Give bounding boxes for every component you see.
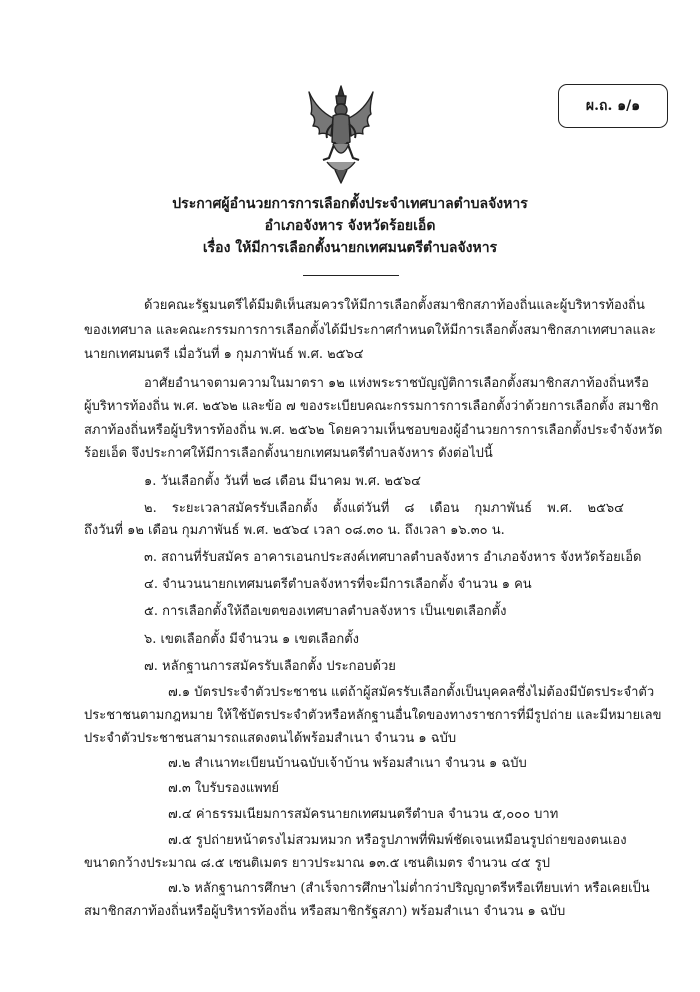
item-6-district-count: ๖. เขตเลือกตั้ง มีจำนวน ๑ เขตเลือกตั้ง: [144, 632, 360, 647]
sub-item-7-5-line-1: ๗.๕ รูปถ่ายหน้าตรงไม่สวมหมวก หรือรูปภาพที่พิมพ์ชัดเจนเหมือนรูปถ่ายของตนเอง: [168, 833, 627, 848]
district-line: อำเภอจังหาร จังหวัดร้อยเอ็ด: [264, 218, 436, 234]
paragraph-2-line-3: สภาท้องถิ่นหรือผู้บริหารท้องถิ่น พ.ศ. ๒๕๖๒ โดยความเห็นชอบของผู้อำนวยการการเลือกตั้งประจำจังหวัด: [84, 423, 663, 438]
sub-item-7-1-line-2: ประชาชนตามกฎหมาย ให้ใช้บัตรประจำตัวหรือหลักฐานอื่นใดของทางราชการที่มีรูปถ่าย และมีหมายเลข: [84, 708, 662, 723]
item-5-electoral-area: ๕. การเลือกตั้งให้ถือเขตของเทศบาลตำบลจังหาร เป็นเขตเลือกตั้ง: [144, 604, 507, 619]
paragraph-1-line-2: ของเทศบาล และคณะกรรมการการเลือกตั้งได้มีประกาศกำหนดให้มีการเลือกตั้งสมาชิกสภาเทศบาลและ: [84, 323, 656, 338]
sub-item-7-1-line-3: ประจำตัวประชาชนสามารถแสดงตนได้พร้อมสำเนา จำนวน ๑ ฉบับ: [84, 731, 457, 746]
item-2-line-1: ๒. ระยะเวลาสมัครรับเลือกตั้ง ตั้งแต่วันที่ ๘ เดือน กุมภาพันธ์ พ.ศ. ๒๕๖๔: [144, 501, 624, 516]
paragraph-1-line-1: ด้วยคณะรัฐมนตรีได้มีมติเห็นสมควรให้มีการเลือกตั้งสมาชิกสภาท้องถิ่นและผู้บริหารท้องถิ่น: [144, 298, 645, 313]
item-7-documents: ๗. หลักฐานการสมัครรับเลือกตั้ง ประกอบด้วย: [144, 659, 396, 674]
subject-line: เรื่อง ให้มีการเลือกตั้งนายกเทศมนตรีตำบลจังหาร: [202, 240, 498, 256]
item-4-mayor-count: ๔. จำนวนนายกเทศมนตรีตำบลจังหารที่จะมีการเลือกตั้ง จำนวน ๑ คน: [144, 577, 532, 592]
announcement-title: ประกาศผู้อำนวยการการเลือกตั้งประจำเทศบาลตำบลจังหาร: [172, 196, 528, 212]
paragraph-1-line-3: นายกเทศมนตรี เมื่อวันที่ ๑ กุมภาพันธ์ พ.ศ. ๒๕๖๔: [84, 347, 364, 362]
paragraph-2-line-2: ผู้บริหารท้องถิ่น พ.ศ. ๒๕๖๒ และข้อ ๗ ของระเบียบคณะกรรมการการเลือกตั้งว่าด้วยการเลือกตั้ง สมาชิก: [84, 399, 659, 414]
document-code: ผ.ถ. ๑/๑: [585, 98, 641, 114]
sub-item-7-4: ๗.๔ ค่าธรรมเนียมการสมัครนายกเทศมนตรีตำบล จำนวน ๕,๐๐๐ บาท: [168, 807, 559, 822]
paragraph-2-line-1: อาศัยอำนาจตามความในมาตรา ๑๒ แห่งพระราชบัญญัติการเลือกตั้งสมาชิกสภาท้องถิ่นหรือ: [144, 376, 649, 391]
item-1-election-date: ๑. วันเลือกตั้ง วันที่ ๒๘ เดือน มีนาคม พ.ศ. ๒๕๖๔: [144, 474, 421, 489]
document-code-box: [558, 84, 668, 128]
sub-item-7-5-line-2: ขนาดกว้างประมาณ ๘.๕ เซนติเมตร ยาวประมาณ ๑๓.๕ เซนติเมตร จำนวน ๔๕ รูป: [84, 856, 550, 871]
sub-item-7-6-line-2: สมาชิกสภาท้องถิ่นหรือผู้บริหารท้องถิ่น หรือสมาชิกรัฐสภา) พร้อมสำเนา จำนวน ๑ ฉบับ: [84, 904, 566, 919]
item-2-line-2: ถึงวันที่ ๑๒ เดือน กุมภาพันธ์ พ.ศ. ๒๕๖๔ เวลา ๐๘.๓๐ น. ถึงเวลา ๑๖.๓๐ น.: [84, 523, 505, 538]
sub-item-7-2: ๗.๒ สำเนาทะเบียนบ้านฉบับเจ้าบ้าน พร้อมสำเนา จำนวน ๑ ฉบับ: [168, 756, 527, 771]
sub-item-7-6-line-1: ๗.๖ หลักฐานการศึกษา (สำเร็จการศึกษาไม่ต่ำกว่าปริญญาตรีหรือเทียบเท่า หรือเคยเป็น: [168, 881, 650, 896]
paragraph-2-line-4: ร้อยเอ็ด จึงประกาศให้มีการเลือกตั้งนายกเทศมนตรีตำบลจังหาร ดังต่อไปนี้: [84, 446, 493, 461]
title-divider: [303, 275, 399, 276]
garuda-emblem-icon: [303, 84, 379, 184]
item-3-venue: ๓. สถานที่รับสมัคร อาคารเอนกประสงค์เทศบาลตำบลจังหาร อำเภอจังหาร จังหวัดร้อยเอ็ด: [144, 550, 642, 565]
sub-item-7-1-line-1: ๗.๑ บัตรประจำตัวประชาชน แต่ถ้าผู้สมัครรับเลือกตั้งเป็นบุคคลซึ่งไม่ต้องมีบัตรประจำตัว: [168, 685, 655, 700]
sub-item-7-3: ๗.๓ ใบรับรองแพทย์: [168, 781, 280, 796]
